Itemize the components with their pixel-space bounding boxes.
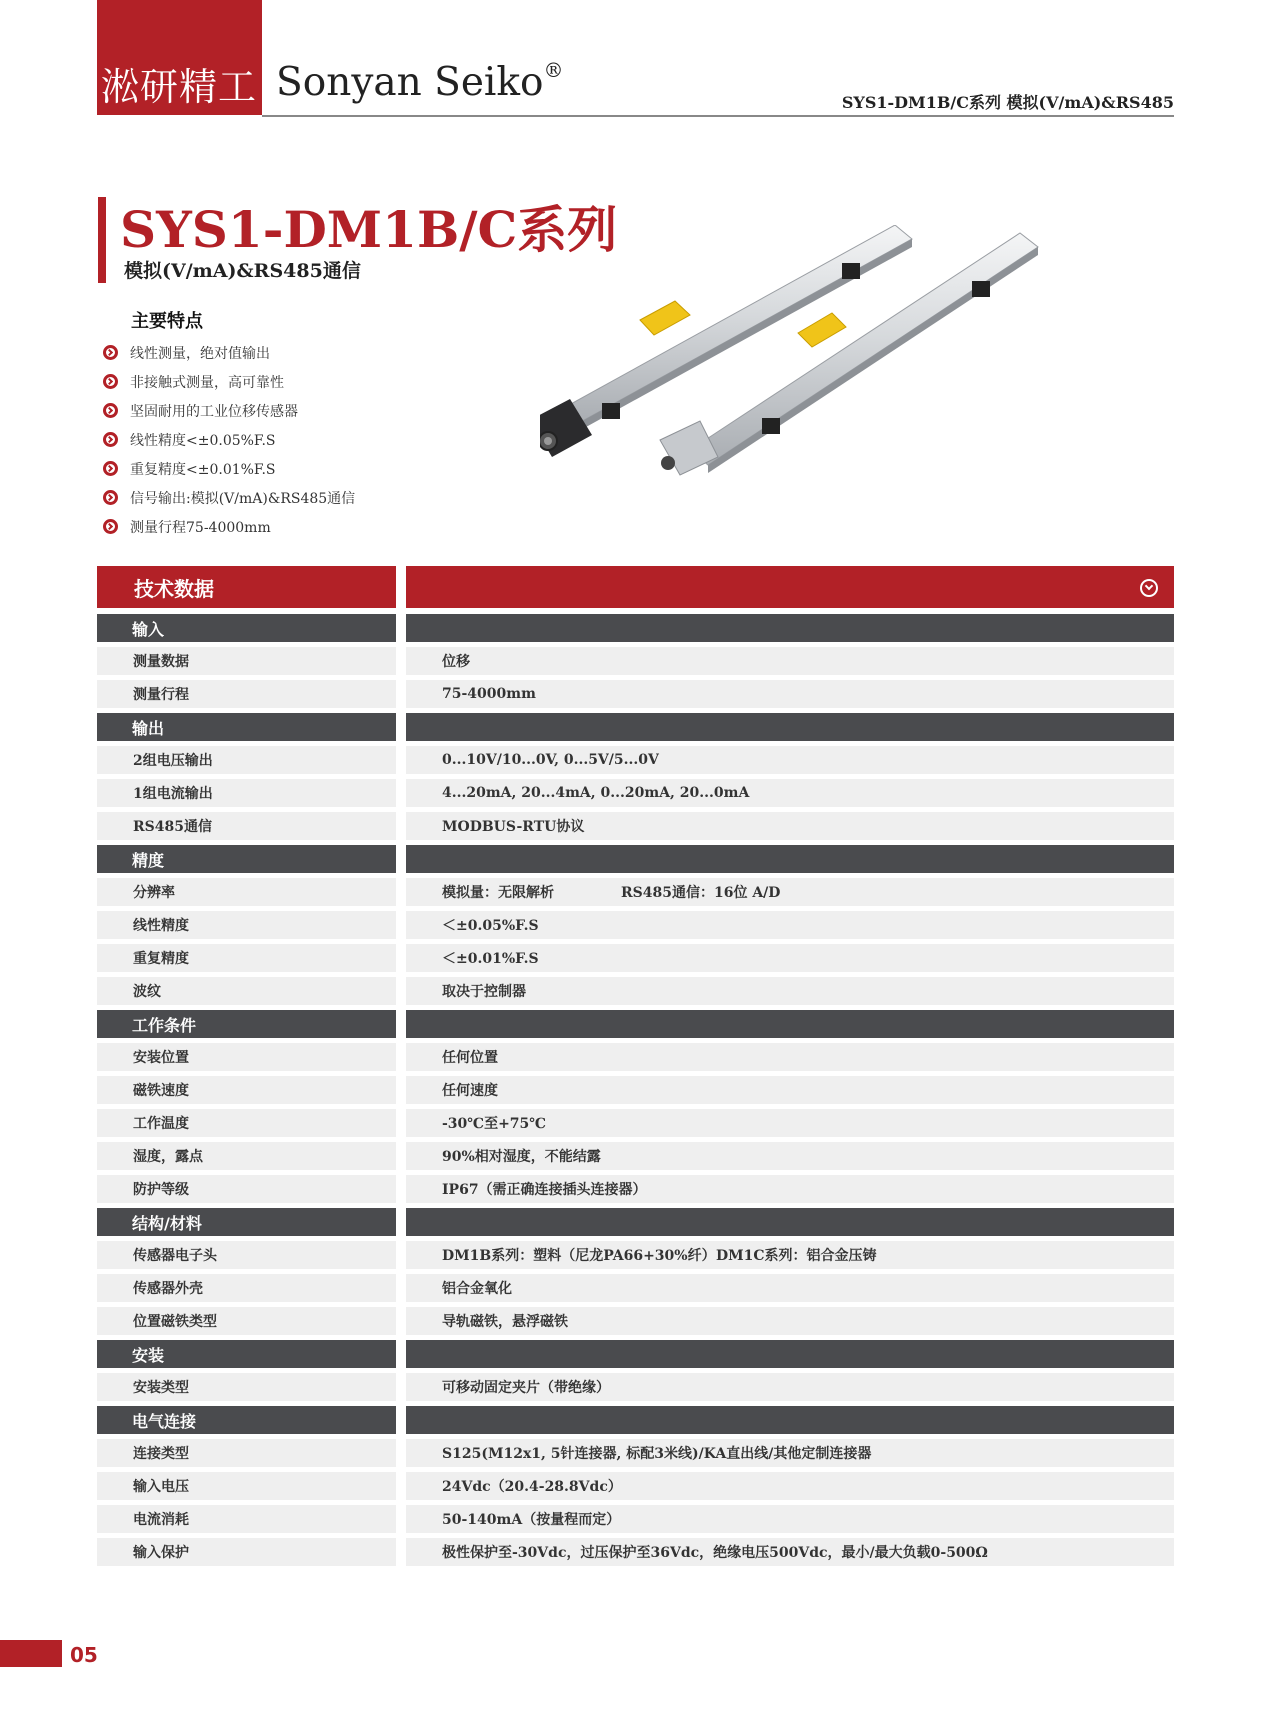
spec-row: [97, 1538, 1174, 1566]
chevron-right-circle-icon: [103, 432, 118, 447]
spec-value: ＜±0.01%F.S: [442, 951, 539, 967]
spec-table-body: [97, 614, 1174, 1566]
spec-label: 位置磁铁类型: [97, 1307, 396, 1335]
spec-label: 磁铁速度: [97, 1076, 396, 1104]
spec-row: [97, 977, 1174, 1005]
features-heading: 主要特点: [131, 311, 203, 332]
page-title: SYS1-DM1B/C系列: [120, 200, 618, 259]
spec-value: 24Vdc（20.4-28.8Vdc）: [442, 1479, 622, 1495]
spec-value: 任何速度: [442, 1083, 498, 1099]
spec-row: [97, 1076, 1174, 1104]
spec-label: RS485通信: [97, 812, 396, 840]
spec-section-header: [97, 1010, 1174, 1038]
spec-value-cell: [406, 1307, 1174, 1335]
spec-section-header: [97, 713, 1174, 741]
spec-section-bar: [406, 713, 1174, 741]
spec-value: MODBUS-RTU协议: [442, 819, 585, 835]
spec-section-bar: [406, 1340, 1174, 1368]
spec-row: [97, 1439, 1174, 1467]
spec-label: 连接类型: [97, 1439, 396, 1467]
spec-value-cell: [406, 746, 1174, 774]
chevron-right-circle-icon: [103, 345, 118, 360]
spec-table-header: [97, 566, 1174, 608]
spec-label: 输入电压: [97, 1472, 396, 1500]
feature-item: [103, 512, 355, 541]
feature-text: 线性精度<±0.05%F.S: [130, 432, 276, 449]
spec-row: [97, 1142, 1174, 1170]
product-image: [540, 225, 1140, 535]
feature-text: 信号输出:模拟(V/mA)&RS485通信: [130, 490, 356, 507]
spec-value-cell: [406, 779, 1174, 807]
feature-text: 线性测量，绝对值输出: [130, 345, 270, 362]
spec-label: 测量行程: [97, 680, 396, 708]
registered-mark: ®: [543, 58, 564, 82]
spec-value: 90%相对湿度，不能结露: [442, 1149, 601, 1165]
spec-value: 导轨磁铁，悬浮磁铁: [442, 1314, 568, 1330]
spec-section-bar: [406, 1010, 1174, 1038]
spec-value: IP67（需正确连接插头连接器）: [442, 1182, 647, 1198]
spec-value-cell: [406, 812, 1174, 840]
title-accent-bar: [98, 197, 106, 283]
feature-item: [103, 367, 355, 396]
spec-section-bar: [406, 1208, 1174, 1236]
brand-name-en-text: Sonyan Seiko: [276, 60, 544, 105]
spec-value-secondary: DM1C系列：铝合金压铸: [716, 1248, 877, 1264]
spec-table-heading: 技术数据: [97, 566, 396, 608]
spec-value: 0...10V/10...0V, 0...5V/5...0V: [442, 752, 659, 768]
spec-value-secondary: RS485通信：16位 A/D: [621, 885, 781, 901]
page-number-tab: [0, 1640, 62, 1667]
spec-label: 电流消耗: [97, 1505, 396, 1533]
spec-value: 4...20mA, 20...4mA, 0...20mA, 20...0mA: [442, 785, 750, 801]
spec-value: 50-140mA（按量程而定）: [442, 1512, 621, 1528]
spec-label: 传感器外壳: [97, 1274, 396, 1302]
spec-value-cell: [406, 1472, 1174, 1500]
spec-section-bar: [406, 614, 1174, 642]
feature-text: 非接触式测量，高可靠性: [130, 374, 284, 391]
header-divider: [262, 115, 1174, 117]
spec-value-cell: [406, 1373, 1174, 1401]
spec-section-header: [97, 1340, 1174, 1368]
spec-table: [97, 566, 1174, 1571]
brand-name-cn: 淞研精工: [101, 65, 258, 109]
spec-row: [97, 812, 1174, 840]
feature-item: [103, 483, 355, 512]
spec-label: 线性精度: [97, 911, 396, 939]
feature-text: 测量行程75-4000mm: [130, 519, 271, 536]
spec-row: [97, 779, 1174, 807]
spec-value-cell: [406, 911, 1174, 939]
spec-row: [97, 1109, 1174, 1137]
spec-section-title: 精度: [97, 845, 396, 873]
spec-row: [97, 1175, 1174, 1203]
spec-section-header: [97, 614, 1174, 642]
spec-value-cell: [406, 1241, 1174, 1269]
spec-value-cell: [406, 1109, 1174, 1137]
feature-text: 坚固耐用的工业位移传感器: [130, 403, 298, 420]
spec-section-title: 输出: [97, 713, 396, 741]
feature-text: 重复精度<±0.01%F.S: [130, 461, 276, 478]
spec-section-title: 电气连接: [97, 1406, 396, 1434]
spec-label: 防护等级: [97, 1175, 396, 1203]
spec-value: ＜±0.05%F.S: [442, 918, 539, 934]
spec-value: 位移: [442, 654, 470, 670]
chevron-right-circle-icon: [103, 490, 118, 505]
spec-value: 取决于控制器: [442, 984, 526, 1000]
spec-row: [97, 944, 1174, 972]
feature-item: [103, 454, 355, 483]
chevron-right-circle-icon: [103, 403, 118, 418]
spec-value: 铝合金氧化: [442, 1281, 512, 1297]
header-series-text: SYS1-DM1B/C系列 模拟(V/mA)&RS485: [841, 93, 1174, 112]
spec-value-cell: [406, 647, 1174, 675]
spec-section-title: 安装: [97, 1340, 396, 1368]
feature-item: [103, 338, 355, 367]
spec-row: [97, 1043, 1174, 1071]
spec-label: 安装位置: [97, 1043, 396, 1071]
spec-label: 波纹: [97, 977, 396, 1005]
page-number: 05: [70, 1643, 98, 1667]
chevron-right-circle-icon: [103, 461, 118, 476]
spec-section-bar: [406, 1406, 1174, 1434]
feature-item: [103, 425, 355, 454]
spec-row: [97, 1472, 1174, 1500]
spec-value: 任何位置: [442, 1050, 498, 1066]
spec-label: 重复精度: [97, 944, 396, 972]
spec-value: 可移动固定夹片（带绝缘）: [442, 1380, 610, 1396]
spec-label: 传感器电子头: [97, 1241, 396, 1269]
spec-value-cell: [406, 1043, 1174, 1071]
spec-label: 分辨率: [97, 878, 396, 906]
spec-section-header: [97, 845, 1174, 873]
spec-value: 75-4000mm: [442, 686, 536, 702]
spec-value: 模拟量：无限解析: [442, 885, 554, 901]
spec-value-cell: [406, 1505, 1174, 1533]
spec-section-title: 工作条件: [97, 1010, 396, 1038]
spec-section-header: [97, 1208, 1174, 1236]
chevron-right-circle-icon: [103, 519, 118, 534]
spec-section-title: 输入: [97, 614, 396, 642]
chevron-right-circle-icon: [103, 374, 118, 389]
spec-label: 2组电压输出: [97, 746, 396, 774]
spec-label: 1组电流输出: [97, 779, 396, 807]
features-list: [103, 338, 355, 541]
spec-label: 测量数据: [97, 647, 396, 675]
spec-row: [97, 878, 1174, 906]
spec-row: [97, 911, 1174, 939]
spec-section-bar: [406, 845, 1174, 873]
spec-table-header-bar: [406, 566, 1174, 608]
spec-label: 工作温度: [97, 1109, 396, 1137]
spec-label: 安装类型: [97, 1373, 396, 1401]
spec-value-cell: [406, 878, 1174, 906]
spec-row: [97, 1505, 1174, 1533]
spec-row: [97, 1241, 1174, 1269]
spec-row: [97, 746, 1174, 774]
spec-value-cell: [406, 1175, 1174, 1203]
spec-value: -30℃至+75℃: [442, 1116, 547, 1132]
spec-value-cell: [406, 944, 1174, 972]
spec-value: DM1B系列：塑料（尼龙PA66+30%纤）: [442, 1248, 716, 1264]
spec-value: S125(M12x1, 5针连接器, 标配3米线)/KA直出线/其他定制连接器: [442, 1446, 872, 1462]
page-subtitle: 模拟(V/mA)&RS485通信: [124, 260, 361, 282]
feature-item: [103, 396, 355, 425]
spec-value-cell: [406, 680, 1174, 708]
spec-row: [97, 1307, 1174, 1335]
spec-value-cell: [406, 977, 1174, 1005]
spec-row: [97, 1274, 1174, 1302]
spec-value-cell: [406, 1142, 1174, 1170]
spec-section-title: 结构/材料: [97, 1208, 396, 1236]
spec-row: [97, 680, 1174, 708]
brand-name-en: [276, 60, 564, 105]
spec-value-cell: [406, 1274, 1174, 1302]
spec-value-cell: [406, 1076, 1174, 1104]
spec-section-header: [97, 1406, 1174, 1434]
spec-value: 极性保护至-30Vdc，过压保护至36Vdc，绝缘电压500Vdc，最小/最大负载0-500Ω: [442, 1545, 988, 1561]
spec-value-cell: [406, 1538, 1174, 1566]
spec-row: [97, 1373, 1174, 1401]
spec-label: 输入保护: [97, 1538, 396, 1566]
spec-label: 湿度，露点: [97, 1142, 396, 1170]
spec-row: [97, 647, 1174, 675]
chevron-down-icon: [1140, 579, 1158, 597]
spec-value-cell: [406, 1439, 1174, 1467]
